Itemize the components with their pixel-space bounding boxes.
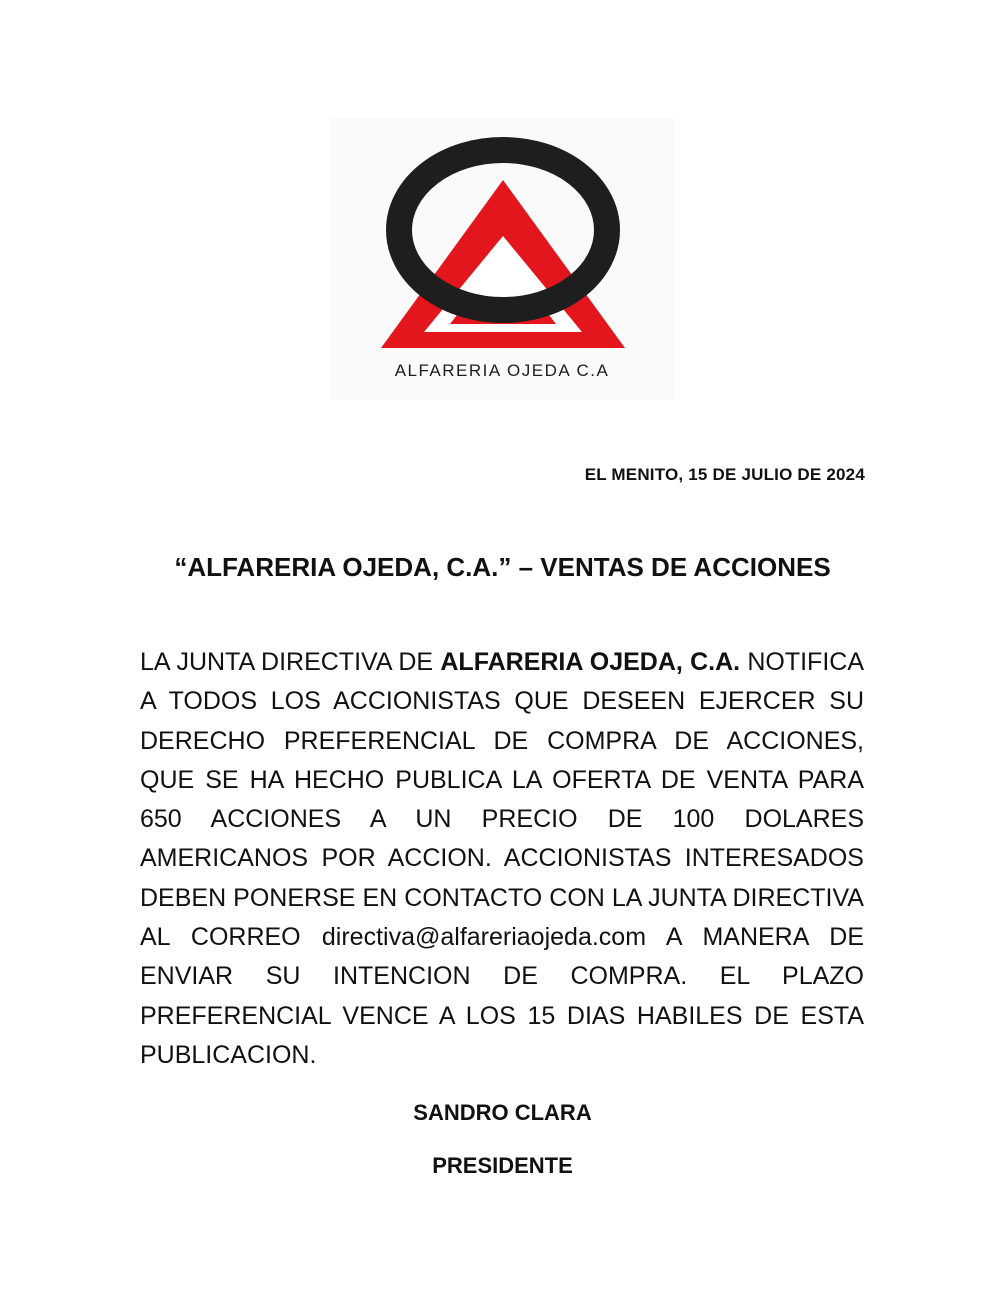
contact-email: directiva@alfareriaojeda.com xyxy=(321,923,647,952)
signer-role: PRESIDENTE xyxy=(432,1153,573,1178)
notice-body-part1: NOTIFICA A TODOS LOS ACCIONISTAS QUE DESEEN EJERCER SU DERECHO PREFERENCIAL DE COMPRA DE ACCIONES, QUE SE HA HECHO PUBLICA LA OFERTA DE VENTA PARA 650 ACCIONES A UN PRECIO DE 100 DOLARES AMERICANOS POR ACCION. ACCIONISTAS INTERESADOS DEBEN PONERSE EN CONTACTO CON LA JUNTA DIRECTIVA AL CORREO xyxy=(140,648,865,952)
notice-company-name: ALFARERIA OJEDA, C.A. xyxy=(440,648,741,676)
notice-lead: LA JUNTA DIRECTIVA DE xyxy=(140,648,441,676)
logo-graphic xyxy=(330,118,675,400)
document-title: “ALFARERIA OJEDA, C.A.” – VENTAS DE ACCIONES xyxy=(174,552,831,582)
notice-paragraph xyxy=(140,643,864,1075)
logo-company-text: ALFARERIA OJEDA C.A xyxy=(394,361,610,380)
company-logo xyxy=(330,118,675,400)
place-date: EL MENITO, 15 DE JULIO DE 2024 xyxy=(584,465,865,484)
signer-name: SANDRO CLARA xyxy=(413,1100,592,1125)
notice-body-part2: A MANERA DE ENVIAR SU INTENCION DE COMPRA. EL PLAZO PREFERENCIAL VENCE A LOS 15 DIAS HABILES DE ESTA PUBLICACION. xyxy=(140,923,865,1069)
